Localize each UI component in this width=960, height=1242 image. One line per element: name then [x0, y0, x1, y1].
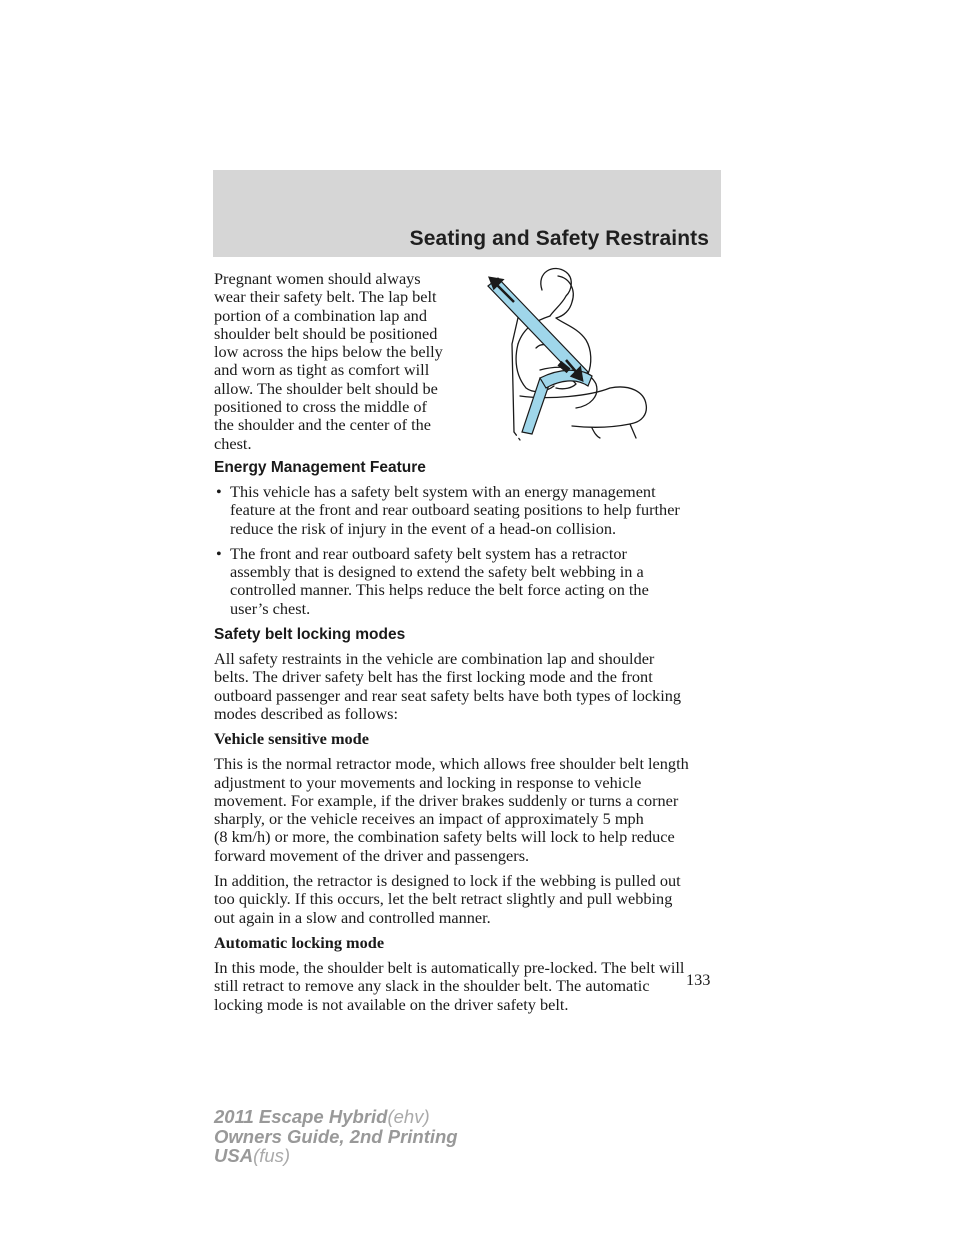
text-line: allow. The shoulder belt should be	[214, 378, 438, 398]
section-header-band	[213, 170, 721, 257]
list-item	[214, 483, 726, 538]
page-number: 133	[686, 970, 711, 989]
footer-market: USA	[214, 1145, 254, 1166]
text-line: In addition, the retractor is designed to lock if the webbing is pulled out	[214, 871, 681, 891]
text-line: The front and rear outboard safety belt system has a retractor	[230, 543, 627, 563]
text-line: movement. For example, if the driver brakes suddenly or turns a corner	[214, 790, 679, 810]
text-line: and worn as tight as comfort will	[214, 360, 430, 380]
intro-paragraph	[214, 270, 464, 453]
text-line: shoulder belt should be positioned	[214, 323, 438, 343]
text-line: outboard passenger and rear seat safety belts have both types of locking	[214, 685, 682, 705]
footer-line	[214, 1146, 458, 1166]
text-line: Pregnant women should always	[214, 269, 421, 288]
text-line: user’s chest.	[230, 598, 311, 618]
text-line: low across the hips below the belly	[214, 342, 443, 362]
footer-line	[214, 1107, 458, 1127]
text-line: belts. The driver safety belt has the first locking mode and the front	[214, 667, 653, 687]
bullet-glyph: •	[216, 543, 222, 563]
bullet-glyph: •	[216, 482, 222, 501]
text-line: reduce the risk of injury in the event of a head-on collision.	[230, 518, 617, 538]
vehicle-sensitive-paragraph-1	[214, 755, 726, 865]
locking-modes-heading: Safety belt locking modes	[214, 626, 406, 644]
automatic-locking-paragraph	[214, 959, 726, 1014]
text-line: forward movement of the driver and passengers.	[214, 845, 530, 865]
text-line: the shoulder and the center of the	[214, 415, 431, 435]
text-line: modes described as follows:	[214, 703, 399, 723]
automatic-locking-heading: Automatic locking mode	[214, 932, 385, 952]
text-line: adjustment to your movements and locking in response to vehicle	[214, 772, 642, 792]
text-line: All safety restraints in the vehicle are combination lap and shoulder	[214, 649, 655, 669]
print-footer	[214, 1107, 458, 1166]
section-title: Seating and Safety Restraints	[409, 227, 709, 250]
text-line: too quickly. If this occurs, let the belt retract slightly and pull webbing	[214, 889, 673, 909]
list-item	[214, 545, 726, 618]
locking-intro-paragraph	[214, 650, 726, 723]
text-line: portion of a combination lap and	[214, 305, 427, 325]
text-line: This vehicle has a safety belt system with an energy management	[230, 482, 656, 501]
text-line: This is the normal retractor mode, which allows free shoulder belt length	[214, 754, 689, 774]
vehicle-sensitive-paragraph-2	[214, 872, 726, 927]
pregnant-woman-safety-belt-icon	[480, 264, 655, 441]
footer-model-code: (ehv)	[387, 1106, 430, 1127]
text-line: In this mode, the shoulder belt is automatically pre-locked. The belt will	[214, 957, 685, 977]
footer-guide: Owners Guide, 2nd Printing	[214, 1125, 458, 1147]
text-line: (8 km/h) or more, the combination safety belts will lock to help reduce	[214, 827, 675, 847]
text-line: still retract to remove any slack in the shoulder belt. The automatic	[214, 976, 650, 996]
footer-line	[214, 1127, 458, 1147]
footer-market-code: (fus)	[253, 1145, 291, 1166]
text-line: locking mode is not available on the driver safety belt.	[214, 994, 569, 1014]
text-line: assembly that is designed to extend the safety belt webbing in a	[230, 562, 644, 582]
footer-model: 2011 Escape Hybrid	[214, 1106, 388, 1127]
text-line: chest.	[214, 433, 252, 453]
energy-management-heading: Energy Management Feature	[214, 459, 426, 476]
main-content	[214, 458, 726, 1021]
text-line: positioned to cross the middle of	[214, 397, 427, 417]
text-line: sharply, or the vehicle receives an impact of approximately 5 mph	[214, 809, 644, 829]
energy-bullet-list	[214, 483, 726, 618]
text-line: wear their safety belt. The lap belt	[214, 287, 437, 307]
vehicle-sensitive-heading: Vehicle sensitive mode	[214, 729, 369, 749]
text-line: feature at the front and rear outboard seating positions to help further	[230, 500, 680, 520]
text-line: out again in a slow and controlled manner.	[214, 907, 491, 927]
text-line: controlled manner. This helps reduce the belt force acting on the	[230, 580, 649, 600]
